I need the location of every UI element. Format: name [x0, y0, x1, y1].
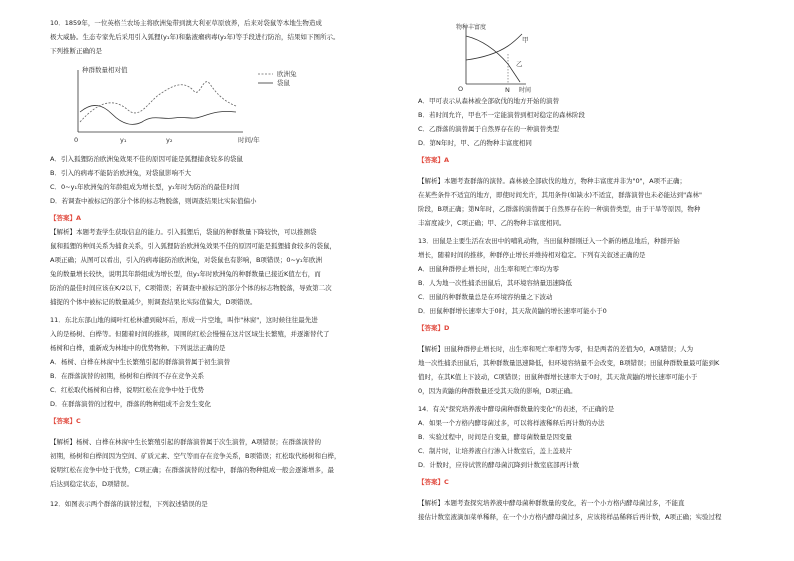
- q13-option: B．人为地一次性捕杀田鼠后，其环境容纳量迅速降低: [418, 279, 572, 287]
- x-tick-y1: y₁: [120, 136, 127, 144]
- legend-kangaroo-label: 袋鼠: [277, 79, 290, 87]
- q10-option: A．引入狐狸防治欧洲兔效果不佳的原因可能是狐狸捕食较多的袋鼠: [50, 155, 243, 163]
- q11-analysis-line: 初期，杨树和白桦间因为空间、矿质元素、空气等而存在竞争关系，B项错误；红松取代杨树和白桦，: [50, 452, 341, 460]
- q13-analysis-line: 地一次性捕杀田鼠后，其种群数量迅速降低，但环境容纳量不会改变，B项错误；田鼠种群数量最可能到K: [418, 359, 720, 367]
- q13-option: C．田鼠的种群数量总是在环境容纳量之下波动: [418, 293, 553, 301]
- q10-stem-line: 10．1859年，一位英格兰农场主将欧洲兔带到澳大利亚草原放养，后来对袋鼠等本地生物造成: [50, 19, 322, 27]
- q11-option: C．红松取代杨树和白桦，说明红松在竞争中处于优势: [50, 386, 205, 394]
- q14-option: A．如果一个方格内酵母菌过多，可以将样液稀释后再计数的办法: [418, 419, 605, 427]
- q14-analysis-line: 接估计数室液滴加菜单稀释，在一个小方格内酵母菌过多，应该将样品稀释后再计数，A项正确；实验过程: [418, 513, 722, 521]
- fig-point-n: N: [505, 86, 510, 94]
- q10-stem-line: 极大威胁。生态专家先后采用引入狐狸(y₁年)和黏液瘤病毒(y₂年)等手段进行防治，结果如下图所示。: [50, 33, 340, 41]
- q10-option: C．0~y₁年欧洲兔的年龄组成为增长型，y₁年时为防治的最佳时间: [50, 183, 240, 191]
- fig-origin: O: [458, 85, 464, 93]
- succession-figure: [456, 20, 546, 98]
- fig-xlabel: 时间: [519, 87, 532, 94]
- q12-analysis-line: 在某些条件不适宜的地方，即使时间允许，其用条件(如缺水)不适宜，群落演替也未必能达到"森林": [418, 191, 703, 199]
- q14-option: C．制片时，让培养液自行渗入计数室后，盖上盖玻片: [418, 447, 573, 455]
- population-chart: [68, 62, 318, 150]
- q10-analysis-line: A项正确；从图可以看出，引入的病毒能防治欧洲兔，对袋鼠也有影响，B项错误；0~y₁年欧洲: [50, 256, 322, 264]
- q14-stem: 14．有关"探究培养液中酵母菌种群数量的变化"的表述，不正确的是: [418, 405, 615, 413]
- chart-xlabel: 时间/年: [238, 136, 260, 144]
- q13-stem-line: 13．田鼠是主要生活在农田中的哺乳动物，当田鼠种群刚迁入一个新的栖息地后，种群开始: [418, 237, 680, 245]
- chart-ylabel: 种群数量相对值: [82, 66, 128, 74]
- q10-analysis-line: 防治的最佳时间应该在K/2以下，C项错误；若调查中被标记的部分个体的标志物脱落，导致第二次: [50, 284, 332, 292]
- fig-label-yi: 乙: [516, 60, 523, 68]
- fig-label-jia: 甲: [522, 36, 529, 44]
- q12-option: C．乙群落的演替属于自然界存在的一种演替类型: [418, 125, 560, 133]
- q14-option: B．实验过程中，时间是自变量，酵母菌数量是因变量: [418, 433, 572, 441]
- q13-option: D．田鼠种群增长速率大于0时，其天敌黄鼬的增长速率可能小于0: [418, 307, 607, 315]
- q12-option: B．若时间允许，甲也不一定能演替到相对稳定的森林阶段: [418, 111, 585, 119]
- q10-option: D．若调查中被标记的部分个体的标志物脱落，则调查结果比实际值偏小: [50, 197, 257, 205]
- q11-stem-line: 杨树和白桦，重新成为林地中的优势物种。下列说法正确的是: [50, 344, 226, 352]
- q13-option: A．田鼠种群停止增长时，出生率和死亡率均为零: [418, 265, 559, 273]
- q12-option: A．甲可表示从森林被全部砍伐的地方开始的演替: [418, 97, 559, 105]
- q11-option: A．杨树、白桦在林窗中生长繁殖引起的群落演替属于初生演替: [50, 358, 230, 366]
- q12-analysis-line: 阶段，B项正确；第N年时，乙群落的演替属于自然界存在的一种演替类型，由于干旱等原因，物种: [418, 205, 701, 213]
- q11-stem-line: 入的是杨树、白桦等。但随着时间的推移，周围的红松会慢慢在这片区域生长繁殖，并逐渐替代了: [50, 330, 330, 338]
- q10-analysis-line: 【解析】本题考查学生获取信息的能力。引入狐狸后，袋鼠的种群数量下降较快，可以推测袋: [50, 228, 317, 236]
- q10-stem-line: 下列推断正确的是: [50, 47, 102, 55]
- q11-answer: 【答案】C: [50, 417, 81, 425]
- q12-stem: 12．如图表示两个群落的演替过程，下列叙述错误的是: [50, 500, 208, 508]
- q14-answer: 【答案】C: [418, 478, 449, 486]
- curve-jia: [466, 34, 522, 60]
- rabbit-series-line: [80, 82, 236, 122]
- q12-analysis-line: 【解析】本题考查群落的演替。森林被全部砍伐的地方，物种丰富度并非为"0"，A项不正确；: [418, 177, 687, 185]
- x-tick-origin: 0: [74, 136, 79, 144]
- q14-option: D．计数时，应待试管的酵母菌沉降到计数室底部再计数: [418, 461, 580, 469]
- q13-analysis-line: 值时，在其K值上下波动，C项错误；田鼠种群增长速率大于0时，其天敌黄鼬的增长速率可能小于: [418, 373, 698, 381]
- q10-analysis-line: 兔的数量增长较快，说明其年龄组成为增长型，但y₁年时欧洲兔的种群数量已接近K值左右，而: [50, 270, 321, 278]
- q11-option: B．在群落演替的初期，杨树和白桦间不存在竞争关系: [50, 372, 204, 380]
- q13-answer: 【答案】D: [418, 324, 450, 332]
- legend-rabbit-label: 欧洲兔: [277, 70, 297, 78]
- kangaroo-series-line: [80, 105, 236, 124]
- q14-analysis-line: 【解析】本题考查探究培养液中酵母菌种群数量的变化，若一个小方格内酵母菌过多，不能直: [418, 499, 685, 507]
- fig-ylabel: 物种丰富度: [456, 24, 487, 31]
- q13-analysis-line: 【解析】田鼠种群停止增长时，出生率和死亡率相等为零，但是两者的差值为0，A项错误；人为: [418, 345, 694, 353]
- q11-analysis-line: 【解析】杨树、白桦在林窗中生长繁殖引起的群落演替属于次生演替，A项错误；在群落演替的: [50, 438, 321, 446]
- q11-analysis-line: 后达到稳定状态，D项错误。: [50, 480, 134, 488]
- q10-analysis-line: 捕捉的个体中被标记的数量减少，则调查结果比实际值偏大，D项错误。: [50, 298, 257, 306]
- q11-stem-line: 11．东北东部山地的阔叶红松林遭到破坏后，形成一片空地，叫作"林窗"，这时候往往最先进: [50, 316, 318, 324]
- q10-analysis-line: 鼠和狐狸的种间关系为捕食关系，引入狐狸防治欧洲兔效果不佳的原因可能是狐狸捕食较多的袋鼠，: [50, 242, 336, 250]
- q10-option: B．引入的病毒不能防治欧洲兔，对袋鼠影响不大: [50, 169, 191, 177]
- x-tick-y2: y₂: [166, 136, 173, 144]
- q11-option: D．在群落演替的过程中，群落的物种组成不会发生变化: [50, 400, 212, 408]
- q11-analysis-line: 说明红松在竞争中处于优势，C项正确；在群落演替的过程中，群落的物种组成一般会逐渐增多，最: [50, 466, 335, 474]
- q13-analysis-line: 0，因为黄鼬的种群数量还受其天敌的影响，D项正确。: [418, 387, 577, 395]
- q10-answer: 【答案】A: [50, 214, 82, 222]
- q13-stem-line: 增长，随着时间的推移，种群停止增长并维持相对稳定。下列有关叙述正确的是: [418, 251, 646, 259]
- q12-option: D．第N年时，甲、乙的物种丰富度相同: [418, 139, 532, 147]
- q12-answer: 【答案】A: [418, 156, 450, 164]
- q12-analysis-line: 丰富度减少，C项正确；甲、乙的物种丰富度相同。: [418, 219, 566, 227]
